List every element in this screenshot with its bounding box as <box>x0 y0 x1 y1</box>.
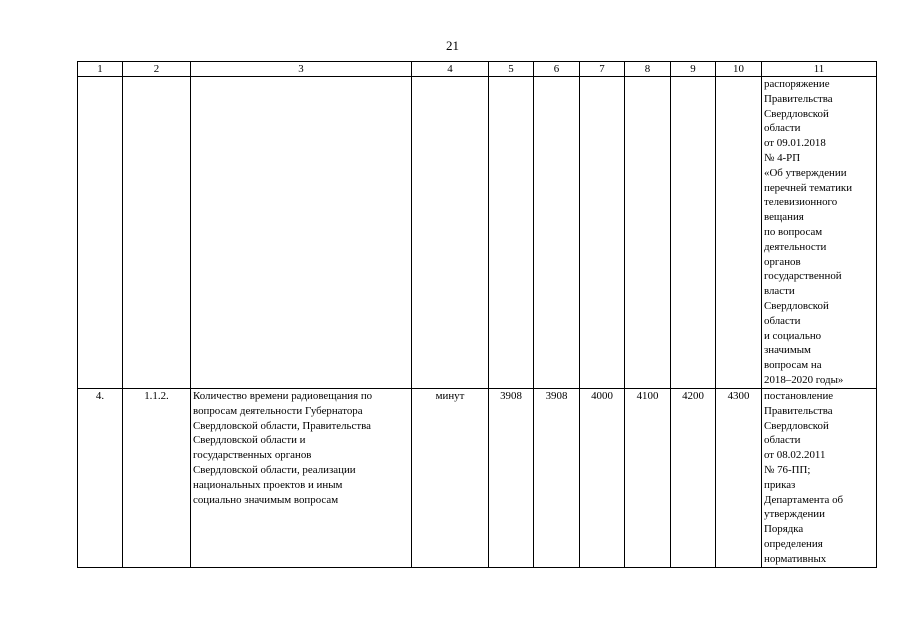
cell-code: 1.1.2. <box>123 389 191 568</box>
header-col-6: 6 <box>534 62 580 77</box>
cell-source: постановление Правительства Свердловской области от 08.02.2011 № 76-ПП; приказ Департамента об утверждении Порядка определения нормативных <box>762 389 877 568</box>
cell-value-9 <box>671 77 716 389</box>
cell-value-7 <box>580 77 625 389</box>
cell-indicator: Количество времени радиовещания по вопросам деятельности Губернатора Свердловской области, Правительства Свердловской области и государственных органов Свердловской области, реализации национальных проектов и иным социально значимым вопросам <box>191 389 412 568</box>
cell-value-7: 4000 <box>580 389 625 568</box>
cell-value-6 <box>534 77 580 389</box>
table-row <box>78 77 877 389</box>
table-row <box>78 389 877 568</box>
cell-source: распоряжение Правительства Свердловской области от 09.01.2018 № 4-РП «Об утверждении перечней тематики телевизионного вещания по вопросам деятельности органов государственной власти Свердловской области и социально значимым вопросам на 2018–2020 годы» <box>762 77 877 389</box>
header-col-9: 9 <box>671 62 716 77</box>
cell-value-8: 4100 <box>625 389 671 568</box>
header-col-5: 5 <box>489 62 534 77</box>
cell-indicator <box>191 77 412 389</box>
header-col-3: 3 <box>191 62 412 77</box>
header-col-4: 4 <box>412 62 489 77</box>
cell-value-10: 4300 <box>716 389 762 568</box>
cell-unit: минут <box>412 389 489 568</box>
header-col-10: 10 <box>716 62 762 77</box>
cell-number <box>78 77 123 389</box>
header-col-2: 2 <box>123 62 191 77</box>
cell-value-6: 3908 <box>534 389 580 568</box>
cell-number: 4. <box>78 389 123 568</box>
indicators-table <box>77 61 877 568</box>
table-header-row <box>78 62 877 77</box>
cell-value-9: 4200 <box>671 389 716 568</box>
cell-unit <box>412 77 489 389</box>
cell-code <box>123 77 191 389</box>
header-col-11: 11 <box>762 62 877 77</box>
header-col-8: 8 <box>625 62 671 77</box>
cell-value-5 <box>489 77 534 389</box>
cell-value-8 <box>625 77 671 389</box>
cell-value-5: 3908 <box>489 389 534 568</box>
cell-value-10 <box>716 77 762 389</box>
page-number: 21 <box>446 38 459 53</box>
header-col-7: 7 <box>580 62 625 77</box>
header-col-1: 1 <box>78 62 123 77</box>
